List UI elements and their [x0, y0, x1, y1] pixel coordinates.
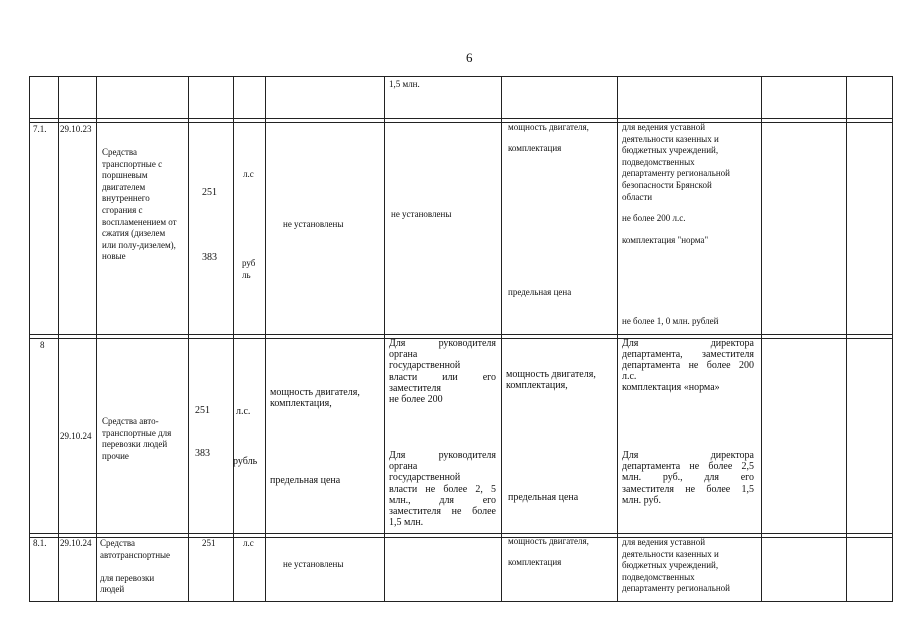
row-8-c6-b2: органа государственной	[389, 461, 461, 484]
row-7-1-c7-c: предельная цена	[508, 287, 572, 297]
row-8-c6-b4: млн., для его	[389, 495, 496, 506]
row-8-unit-1: л.с.	[236, 406, 251, 417]
row-8-number: 8	[40, 340, 45, 350]
page-number: 6	[466, 50, 473, 65]
row-8-c7-b: предельная цена	[508, 492, 579, 503]
row-7-1-unit-2: руб ль	[242, 258, 256, 280]
row-8-unit-2: рубль	[233, 456, 258, 467]
row-8-c5-a: мощность двигателя, комплектация,	[270, 387, 360, 410]
row-8-c6-a4: заместителя не более 200	[389, 383, 443, 406]
row-8-c8-a4: л.с. комплектация «норма»	[622, 371, 720, 394]
row-7-1-unit-1: л.с	[243, 169, 254, 179]
row-8-1-c7-a: мощность двигателя,	[508, 536, 589, 546]
row-7-1-c7-b: комплектация	[508, 143, 562, 153]
row-7-1-okei-1: 251	[202, 187, 217, 198]
row-8-c8-b5: млн. руб.	[622, 495, 661, 506]
prev-row-c6-tail: 1,5 млн.	[389, 79, 420, 89]
row-8-c6-b1: Для руководителя	[389, 450, 496, 461]
row-8-1-c7-b: комплектация	[508, 557, 562, 567]
row-8-1-number: 8.1.	[33, 538, 47, 548]
row-7-1-c8-c: комплектация "норма"	[622, 235, 709, 245]
row-8-c8-a2: департамента, заместителя	[622, 349, 754, 360]
row-7-1-c7-a: мощность двигателя,	[508, 122, 589, 132]
row-7-1-c5: не установлены	[283, 219, 344, 229]
row-8-c8-a3: департамента не более 200	[622, 360, 754, 371]
row-8-code: 29.10.24	[60, 431, 92, 441]
row-8-c6-b5: заместителя не более	[389, 506, 496, 517]
row-7-1-c8-b: не более 200 л.с.	[622, 213, 686, 223]
row-8-c6-a1: Для руководителя	[389, 338, 496, 349]
row-7-1-code: 29.10.23	[60, 124, 92, 134]
row-8-1-code: 29.10.24	[60, 538, 92, 548]
row-8-1-c5: не установлены	[283, 559, 344, 569]
row-8-c7-a: мощность двигателя, комплектация,	[506, 369, 596, 392]
row-8-c8-b3: млн. руб., для его	[622, 472, 754, 483]
row-8-1-c8-a: для ведения уставной деятельности казенных и бюджетных учреждений, подведомственных департаменту региональной	[622, 537, 730, 594]
row-8-1-unit-1: л.с	[243, 538, 254, 548]
row-7-1-c8-d: не более 1, 0 млн. рублей	[622, 316, 719, 326]
row-8-c5-b: предельная цена	[270, 475, 341, 486]
row-8-c8-b4: заместителя не более 1,5	[622, 484, 754, 495]
row-8-okei-1: 251	[195, 405, 210, 416]
row-8-c8-b2: департамента не более 2,5	[622, 461, 754, 472]
row-8-c8-a1: Для директора	[622, 338, 754, 349]
row-8-c6-b6: 1,5 млн.	[389, 517, 424, 528]
row-8-name: Средства авто- транспортные для перевозки людей прочие	[102, 416, 172, 461]
row-8-c6-a3: власти или его	[389, 372, 496, 383]
row-8-c6-a2: органа государственной	[389, 349, 461, 372]
row-8-1-okei-1: 251	[202, 538, 216, 548]
row-7-1-okei-2: 383	[202, 252, 217, 263]
row-7-1-name: Средства транспортные с поршневым двигателем внутреннего сгорания с воспламенением от сжатия (дизелем или полу-дизелем), новые	[102, 147, 177, 262]
row-7-1-number: 7.1.	[33, 124, 47, 134]
row-7-1-c8-a: для ведения уставной деятельности казенных и бюджетных учреждений, подведомственных департаменту региональной безопасности Брянской области	[622, 122, 730, 202]
row-7-1-c6: не установлены	[391, 209, 452, 219]
row-8-1-name: Средства автотранспортные для перевозки людей	[100, 538, 171, 595]
row-8-c6-b3: власти не более 2, 5	[389, 484, 496, 495]
row-8-c8-b1: Для директора	[622, 450, 754, 461]
row-8-okei-2: 383	[195, 448, 210, 459]
